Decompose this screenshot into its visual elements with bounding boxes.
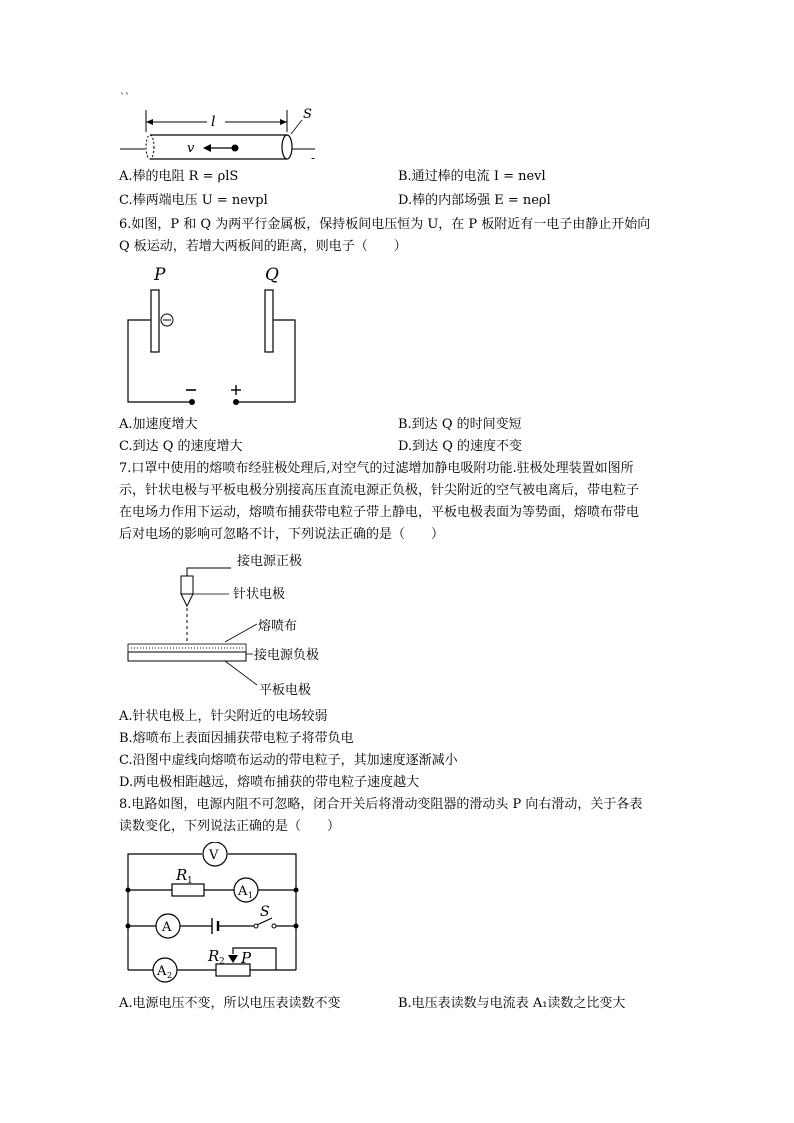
q8-option-a: A.电源电压不变，所以电压表读数不变 <box>119 996 341 1011</box>
a1-subscript: 1 <box>248 891 254 900</box>
velocity-label: v <box>187 141 195 156</box>
q6-option-b: B.到达 Q 的时间变短 <box>398 417 522 432</box>
needle-electrode-label: 针状电极 <box>233 587 286 602</box>
q7-stem-line4: 后对电场的影响可忽略不计，下列说法正确的是（ ） <box>119 527 445 542</box>
q8-option-b: B.电压表读数与电流表 A₁读数之比变大 <box>398 996 626 1011</box>
q8-stem-line2: 读数变化，下列说法正确的是（ ） <box>119 819 341 834</box>
area-label: S <box>303 107 312 122</box>
r2-subscript: 2 <box>219 957 225 967</box>
minus-sign: - <box>311 151 316 164</box>
q6-stem-line2: Q 板运动，若增大两板间的距离，则电子（ ） <box>119 239 407 254</box>
parallel-plates-figure <box>120 262 305 412</box>
q5-option-b: B.通过棒的电流 I = nevl <box>398 169 546 184</box>
slider-p-label: P <box>241 949 252 967</box>
q6-option-a: A.加速度增大 <box>119 417 198 432</box>
q7-stem-line1: 7.口罩中使用的熔喷布经驻极处理后,对空气的过滤增加静电吸附功能.驻极处理装置如图所 <box>119 461 634 476</box>
switch-label: S <box>260 904 270 920</box>
length-label: l <box>211 114 216 130</box>
a-label: A <box>162 920 172 935</box>
voltmeter-label: V <box>209 848 219 863</box>
p-plate-label: P <box>154 265 166 285</box>
meltblown-cloth-label: 熔喷布 <box>258 619 298 634</box>
stray-mark: ˋˋ <box>120 93 130 104</box>
negative-terminal-label: 接电源负极 <box>254 648 320 663</box>
r1-subscript: 1 <box>187 876 193 886</box>
positive-terminal-label: 接电源正极 <box>237 554 303 569</box>
r2-label: R <box>208 947 220 965</box>
q7-option-d: D.两电极相距越远，熔喷布捕获的带电粒子速度越大 <box>119 775 420 790</box>
q5-option-d: D.棒的内部场强 E = neρl <box>398 193 551 208</box>
a1-label: A <box>238 884 248 899</box>
rod-figure <box>115 92 325 164</box>
q7-option-b: B.熔喷布上表面因捕获带电粒子将带负电 <box>119 731 354 746</box>
slider-arrow-icon <box>228 955 238 963</box>
q5-option-a: A.棒的电阻 R = ρlS <box>119 169 239 184</box>
q6-stem-line1: 6.如图，P 和 Q 为两平行金属板，保持板间电压恒为 U，在 P 板附近有一电子由静止开始向 <box>119 217 651 232</box>
circuit-figure <box>120 842 310 990</box>
flat-electrode-label: 平板电极 <box>259 683 312 698</box>
a2-subscript: 2 <box>167 971 173 980</box>
a2-label: A <box>157 964 167 979</box>
q7-stem-line3: 在电场力作用下运动，熔喷布捕获带电粒子带上静电，平板电极表面为等势面，熔喷布带电 <box>119 505 640 520</box>
q-plate-label: Q <box>265 265 279 285</box>
q-plate <box>265 290 273 352</box>
electret-device-figure <box>125 550 345 702</box>
q7-option-c: C.沿图中虚线向熔喷布运动的带电粒子，其加速度逐渐减小 <box>119 753 458 768</box>
q8-stem-line1: 8.电路如图，电源内阻不可忽略，闭合开关后将滑动变阻器的滑动头 P 向右滑动，关于各表 <box>119 797 643 812</box>
q7-stem-line2: 示，针状电极与平板电极分别接高压直流电源正负极，针尖附近的空气被电离后，带电粒子 <box>119 483 640 498</box>
flat-electrode <box>128 652 246 661</box>
q6-option-d: D.到达 Q 的速度不变 <box>398 439 523 454</box>
q5-option-c: C.棒两端电压 U = nevpl <box>119 193 268 208</box>
q6-option-c: C.到达 Q 的速度增大 <box>119 439 243 454</box>
q7-option-a: A.针状电极上，针尖附近的电场较弱 <box>119 709 328 724</box>
p-plate <box>151 290 159 352</box>
r1-label: R <box>176 866 188 884</box>
